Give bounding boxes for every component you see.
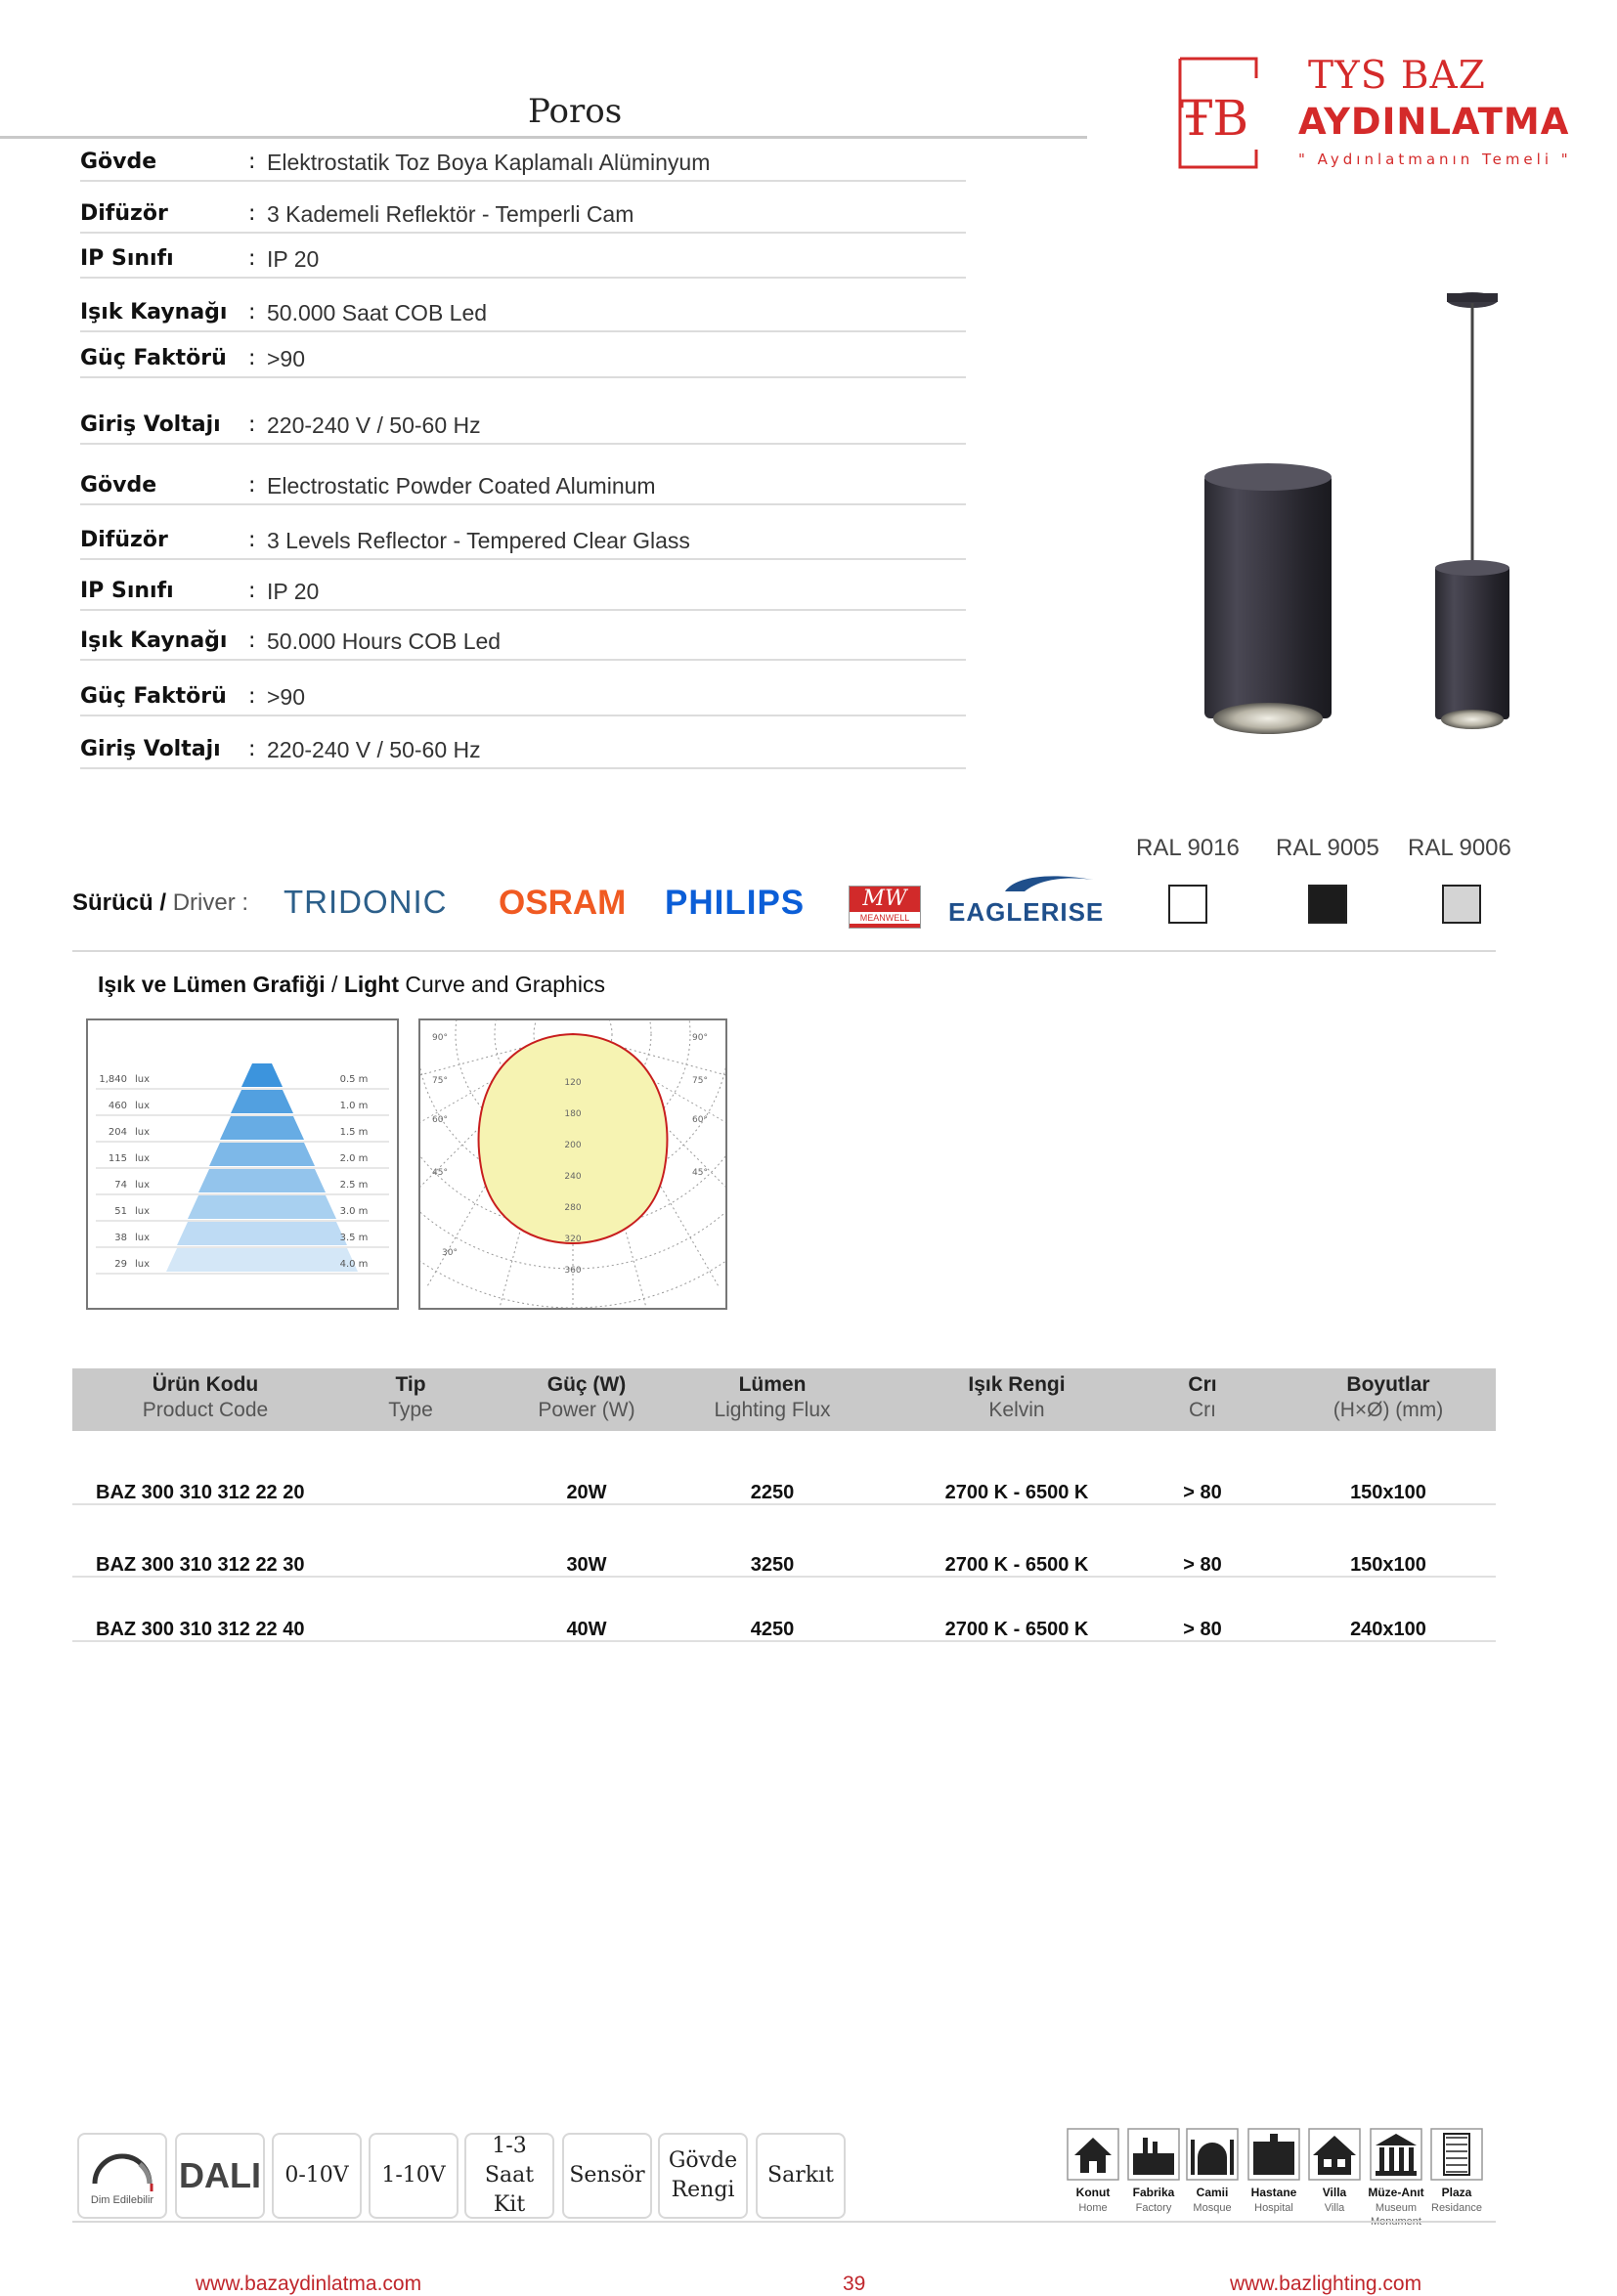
col-header-tr: Lümen <box>738 1373 807 1396</box>
section-divider <box>72 950 1496 952</box>
lux-value: 29 <box>114 1259 127 1270</box>
spec-value: 50.000 Saat COB Led <box>267 300 488 325</box>
table-col-header <box>675 1373 870 1422</box>
svg-text:ŦB: ŦB <box>1180 90 1249 147</box>
spec-label: Giriş Voltajı <box>80 412 221 437</box>
ral-swatch-9016 <box>1168 885 1207 924</box>
lux-unit: lux <box>135 1127 151 1138</box>
spec-label: IP Sınıfı <box>80 246 174 271</box>
logo-line1: TYS BAZ <box>1308 54 1486 98</box>
lux-band <box>188 1195 336 1219</box>
spec-colon: : <box>248 579 256 603</box>
spec-value: 3 Levels Reflector - Tempered Clear Glass <box>267 528 690 553</box>
feature-1-10v: 1-10V <box>369 2133 459 2219</box>
spec-value: 50.000 Hours COB Led <box>267 628 502 654</box>
brand-tridonic-logo: TRIDONIC <box>284 884 448 920</box>
footer-url-left[interactable]: www.bazaydinlatma.com <box>196 2273 422 2295</box>
col-header-tr: Tip <box>395 1373 426 1396</box>
spec-value: IP 20 <box>267 579 320 604</box>
col-header-en: (H×Ø) (mm) <box>1333 1399 1444 1421</box>
usage-label-en: Residance <box>1431 2201 1482 2214</box>
col-header-tr: Güç (W) <box>546 1373 627 1396</box>
table-cell-kelvin: 2700 K - 6500 K <box>944 1619 1089 1640</box>
spec-colon: : <box>248 684 256 709</box>
polar-angle-label-right: 90° <box>692 1033 708 1043</box>
lux-distance: 2.5 m <box>339 1180 369 1191</box>
lux-distance: 3.0 m <box>339 1206 369 1217</box>
col-header-tr: Crı <box>1188 1373 1217 1396</box>
table-cell-dims: 150x100 <box>1350 1482 1426 1503</box>
lux-unit: lux <box>135 1180 151 1191</box>
usage-villa-icon <box>1308 2128 1361 2181</box>
table-cell-kelvin: 2700 K - 6500 K <box>944 1554 1089 1576</box>
page-title: Poros <box>528 92 623 131</box>
lux-distance: 1.0 m <box>339 1101 369 1111</box>
spec-value: Electrostatic Powder Coated Aluminum <box>267 473 656 498</box>
driver-label <box>72 889 248 917</box>
polar-value-label: 280 <box>564 1203 582 1213</box>
polar-angle-label: 75° <box>432 1076 448 1086</box>
spec-label: Difüzör <box>80 528 168 552</box>
brand-eaglerise-logo <box>946 870 1122 929</box>
table-cell-dims: 240x100 <box>1350 1619 1426 1640</box>
usage-label-en: Factory <box>1135 2201 1172 2214</box>
table-cell-lumen: 2250 <box>750 1482 795 1503</box>
lux-band <box>209 1143 315 1166</box>
table-cell-cri: > 80 <box>1183 1619 1222 1640</box>
col-header-tr: Işık Rengi <box>968 1373 1066 1396</box>
table-cell-dims: 150x100 <box>1350 1554 1426 1576</box>
table-cell-lumen: 3250 <box>750 1554 795 1576</box>
spec-label: Difüzör <box>80 201 168 226</box>
lux-unit: lux <box>135 1259 151 1270</box>
usage-label-en: Mosque <box>1193 2201 1232 2214</box>
polar-value-label: 360 <box>564 1266 582 1276</box>
feature-body-color: Gövde Rengi <box>658 2133 748 2219</box>
usage-label <box>1240 2186 1308 2215</box>
spec-label: Güç Faktörü <box>80 684 227 709</box>
usage-label-tr: Müze-Anıt <box>1368 2186 1424 2199</box>
col-header-en: Lighting Flux <box>714 1399 831 1421</box>
usage-label-en: Hospital <box>1254 2201 1293 2214</box>
table-cell-code: BAZ 300 310 312 22 40 <box>96 1619 305 1640</box>
spec-label: Giriş Voltajı <box>80 737 221 761</box>
feature-pendant: Sarkıt <box>756 2133 846 2219</box>
spec-colon: : <box>248 737 256 761</box>
col-header-en: Crı <box>1189 1399 1216 1421</box>
spec-label: Gövde <box>80 473 157 498</box>
spec-value: Elektrostatik Toz Boya Kaplamalı Alüminyum <box>267 150 711 175</box>
table-col-header <box>508 1373 665 1422</box>
spec-label: Işık Kaynağı <box>80 300 228 325</box>
graphs-title <box>98 972 605 998</box>
spec-row <box>80 390 966 445</box>
brand-logo <box>1178 57 1286 169</box>
polar-graph <box>418 1018 727 1310</box>
graphs-title-en-bold: Light <box>343 972 400 997</box>
spec-colon: : <box>248 201 256 226</box>
usage-label <box>1300 2186 1369 2215</box>
row-divider <box>72 1576 1496 1578</box>
eaglerise-text: EAGLERISE <box>948 897 1105 927</box>
graphs-title-en: Curve and Graphics <box>405 972 605 997</box>
usage-label <box>1422 2186 1491 2215</box>
logo-line2: AYDINLATMA <box>1298 101 1570 143</box>
feature-0-10v: 0-10V <box>272 2133 362 2219</box>
spec-colon: : <box>248 473 256 498</box>
usage-label <box>1059 2186 1127 2215</box>
table-cell-power: 20W <box>566 1482 607 1503</box>
polar-value-label: 320 <box>564 1235 582 1244</box>
spec-row <box>80 224 966 279</box>
table-cell-cri: > 80 <box>1183 1554 1222 1576</box>
spec-row <box>80 662 966 716</box>
lux-value: 204 <box>108 1127 127 1138</box>
spec-value: IP 20 <box>267 246 320 272</box>
spec-value: 220-240 V / 50-60 Hz <box>267 412 481 438</box>
usage-label-tr: Camii <box>1196 2186 1229 2199</box>
spec-row <box>80 556 966 611</box>
spec-row <box>80 324 966 378</box>
lux-unit: lux <box>135 1206 151 1217</box>
lux-band <box>177 1222 347 1245</box>
lux-graph <box>86 1018 399 1310</box>
spec-colon: : <box>248 412 256 437</box>
polar-angle-label-right: 75° <box>692 1076 708 1086</box>
polar-value-label: 200 <box>564 1141 582 1150</box>
brand-meanwell-logo <box>849 886 921 929</box>
lux-cone-chart <box>88 1020 397 1308</box>
usage-label-en: Villa <box>1324 2201 1345 2214</box>
bottom-divider <box>72 2221 1496 2223</box>
spec-colon: : <box>248 528 256 552</box>
logo-mark-icon <box>1178 57 1286 169</box>
col-header-en: Kelvin <box>988 1399 1045 1421</box>
table-col-header <box>909 1373 1124 1422</box>
feature-dali: DALI <box>175 2133 265 2219</box>
usage-hospital-icon <box>1247 2128 1300 2181</box>
col-header-en: Product Code <box>142 1399 269 1421</box>
ral-label-9005: RAL 9005 <box>1276 835 1379 861</box>
usage-label-tr: Villa <box>1322 2186 1347 2199</box>
table-cell-code: BAZ 300 310 312 22 30 <box>96 1554 305 1576</box>
ral-swatch-9006 <box>1442 885 1481 924</box>
table-cell-code: BAZ 300 310 312 22 20 <box>96 1482 305 1503</box>
polar-angle-label: 60° <box>432 1115 448 1125</box>
feature-emergency-kit: 1-3 Saat Kit <box>464 2133 554 2219</box>
eagle-wing-icon <box>946 870 1122 893</box>
dimmer-icon <box>83 2144 161 2193</box>
lux-unit: lux <box>135 1233 151 1243</box>
spec-row <box>80 606 966 661</box>
lux-band <box>198 1169 326 1192</box>
table-cell-power: 30W <box>566 1554 607 1576</box>
spec-row <box>80 505 966 560</box>
brand-philips-logo: PHILIPS <box>665 884 806 922</box>
lux-band <box>166 1248 358 1272</box>
spec-row <box>80 127 966 182</box>
product-photo <box>1183 283 1515 743</box>
table-col-header <box>1144 1373 1261 1422</box>
spec-value: >90 <box>267 684 306 710</box>
usage-label-en: Home <box>1078 2201 1108 2214</box>
row-divider <box>72 1503 1496 1505</box>
dimmable-label: Dim Edilebilir <box>90 2193 154 2206</box>
polar-angle-label: 30° <box>442 1248 458 1258</box>
feature-dimmable <box>77 2133 167 2219</box>
ral-swatch-9005 <box>1308 885 1347 924</box>
brand-osram-logo: OSRAM <box>499 884 627 922</box>
lux-distance: 2.0 m <box>339 1153 369 1164</box>
lux-value: 460 <box>108 1101 127 1111</box>
table-col-header <box>332 1373 489 1422</box>
table-cell-kelvin: 2700 K - 6500 K <box>944 1482 1089 1503</box>
spec-label: Işık Kaynağı <box>80 628 228 653</box>
polar-curve-chart <box>420 1020 725 1308</box>
spec-colon: : <box>248 150 256 174</box>
spec-row <box>80 451 966 505</box>
spec-label: IP Sınıfı <box>80 579 174 603</box>
meanwell-mark: MW <box>862 887 907 911</box>
lux-value: 51 <box>114 1206 127 1217</box>
ral-label-9016: RAL 9016 <box>1136 835 1240 861</box>
lux-distance: 1.5 m <box>339 1127 369 1138</box>
table-cell-cri: > 80 <box>1183 1482 1222 1503</box>
lux-value: 74 <box>114 1180 127 1191</box>
spec-colon: : <box>248 246 256 271</box>
lux-distance: 3.5 m <box>339 1233 369 1243</box>
polar-value-label: 120 <box>564 1078 582 1088</box>
lux-value: 1,840 <box>99 1074 127 1085</box>
col-header-tr: Ürün Kodu <box>152 1373 259 1396</box>
usage-mosque-icon <box>1186 2128 1239 2181</box>
spec-value: 3 Kademeli Reflektör - Temperli Cam <box>267 201 634 227</box>
lux-unit: lux <box>135 1153 151 1164</box>
lux-band <box>241 1063 283 1087</box>
graphs-title-tr: Işık ve Lümen Grafiği <box>98 972 326 997</box>
ral-label-9006: RAL 9006 <box>1408 835 1511 861</box>
lux-distance: 4.0 m <box>339 1259 369 1270</box>
spec-colon: : <box>248 346 256 370</box>
spec-label: Güç Faktörü <box>80 346 227 370</box>
table-cell-lumen: 4250 <box>750 1619 795 1640</box>
usage-label-tr: Konut <box>1075 2186 1111 2199</box>
polar-value-label: 180 <box>564 1109 582 1119</box>
spec-colon: : <box>248 300 256 325</box>
polar-angle-label-right: 45° <box>692 1168 708 1178</box>
spec-value: 220-240 V / 50-60 Hz <box>267 737 481 762</box>
polar-angle-label-right: 60° <box>692 1115 708 1125</box>
footer-url-right[interactable]: www.bazlighting.com <box>1230 2273 1422 2295</box>
usage-label-tr: Hastane <box>1250 2186 1297 2199</box>
table-cell-power: 40W <box>566 1619 607 1640</box>
usage-label-tr: Plaza <box>1441 2186 1472 2199</box>
col-header-en: Type <box>388 1399 433 1421</box>
spec-value: >90 <box>267 346 306 371</box>
usage-factory-icon <box>1127 2128 1180 2181</box>
meanwell-text: MEANWELL <box>850 912 920 924</box>
spec-row <box>80 715 966 769</box>
polar-angle-label: 45° <box>432 1168 448 1178</box>
lux-unit: lux <box>135 1101 151 1111</box>
graphs-title-sep: / <box>331 972 338 997</box>
lux-distance: 0.5 m <box>339 1074 369 1085</box>
table-col-header <box>88 1373 323 1422</box>
col-header-tr: Boyutlar <box>1346 1373 1430 1396</box>
feature-sensor: Sensör <box>562 2133 652 2219</box>
lux-unit: lux <box>135 1074 151 1085</box>
polar-value-label: 240 <box>564 1172 582 1182</box>
col-header-en: Power (W) <box>538 1399 635 1421</box>
polar-angle-label: 90° <box>432 1033 448 1043</box>
usage-label-en: Museum <box>1375 2201 1418 2214</box>
page-number: 39 <box>843 2273 866 2295</box>
driver-label-tr: Sürücü / <box>72 889 167 916</box>
table-col-header <box>1281 1373 1496 1422</box>
logo-tagline: " Aydınlatmanın Temeli " <box>1298 151 1572 168</box>
lux-value: 115 <box>108 1153 127 1164</box>
row-divider <box>72 1640 1496 1642</box>
usage-label <box>1178 2186 1246 2215</box>
usage-label-tr: Fabrika <box>1132 2186 1175 2199</box>
lux-value: 38 <box>114 1233 127 1243</box>
usage-home-icon <box>1067 2128 1119 2181</box>
driver-label-en: Driver : <box>172 889 249 916</box>
lux-band <box>220 1116 304 1140</box>
spec-label: Gövde <box>80 150 157 174</box>
lux-band <box>231 1090 293 1113</box>
usage-residance-icon <box>1430 2128 1483 2181</box>
spec-colon: : <box>248 628 256 653</box>
usage-museum-icon <box>1370 2128 1422 2181</box>
